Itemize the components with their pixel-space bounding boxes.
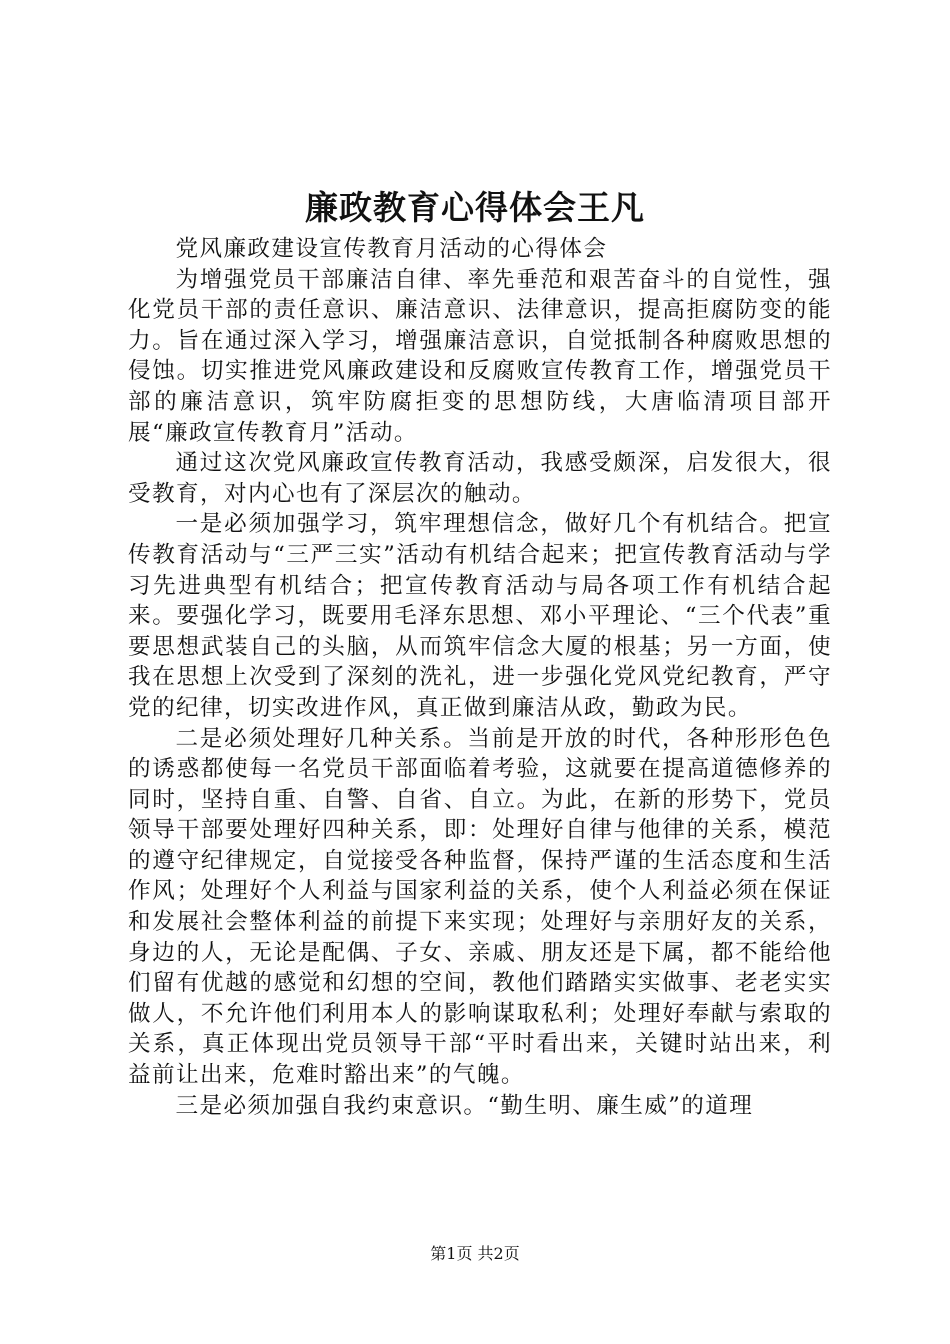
paragraph: 一是必须加强学习，筑牢理想信念，做好几个有机结合。把宣传教育活动与“三严三实”活动有机结合起来；把宣传教育活动与学习先进典型有机结合；把宣传教育活动与局各项工作有机结合起来。要强化学习，既要用毛泽东思想、邓小平理论、“三个代表”重要思想武装自己的头脑，从而筑牢信念大厦的根基；另一方面，使我在思想上次受到了深刻的洗礼，进一步强化党风党纪教育，严守党的纪律，切实改进作风，真正做到廉洁从政，勤政为民。	[128, 511, 832, 721]
paragraph: 通过这次党风廉政宣传教育活动，我感受颇深，启发很大，很受教育，对内心也有了深层次的触动。	[128, 450, 832, 507]
paragraph: 二是必须处理好几种关系。当前是开放的时代，各种形形色色的诱惑都使每一名党员干部面临着考验，这就要在提高道德修养的同时，坚持自重、自警、自省、自立。为此，在新的形势下，党员领导干部要处理好四种关系，即：处理好自律与他律的关系，模范的遵守纪律规定，自觉接受各种监督，保持严谨的生活态度和生活作风；处理好个人利益与国家利益的关系，使个人利益必须在保证和发展社会整体利益的前提下来实现；处理好与亲朋好友的关系，身边的人，无论是配偶、子女、亲戚、朋友还是下属，都不能给他们留有优越的感觉和幻想的空间，教他们踏踏实实做事、老老实实做人，不允许他们利用本人的影响谋取私利；处理好奉献与索取的关系，真正体现出党员领导干部“平时看出来，关键时站出来，利益前让出来，危难时豁出来”的气魄。	[128, 725, 832, 1089]
paragraph: 三是必须加强自我约束意识。“勤生明、廉生威”的道理	[175, 1092, 754, 1119]
document-body	[128, 234, 832, 1121]
paragraph: 为增强党员干部廉洁自律、率先垂范和艰苦奋斗的自觉性，强化党员干部的责任意识、廉洁意识、法律意识，提高拒腐防变的能力。旨在通过深入学习，增强廉洁意识，自觉抵制各种腐败思想的侵蚀。切实推进党风廉政建设和反腐败宣传教育工作，增强党员干部的廉洁意识，筑牢防腐拒变的思想防线，大唐临清项目部开展“廉政宣传教育月”活动。	[128, 266, 832, 446]
paragraph-subtitle: 党风廉政建设宣传教育月活动的心得体会	[175, 236, 608, 262]
document-title: 廉政教育心得体会王凡	[305, 188, 645, 227]
page-number-footer: 第1页 共2页	[430, 1244, 520, 1263]
